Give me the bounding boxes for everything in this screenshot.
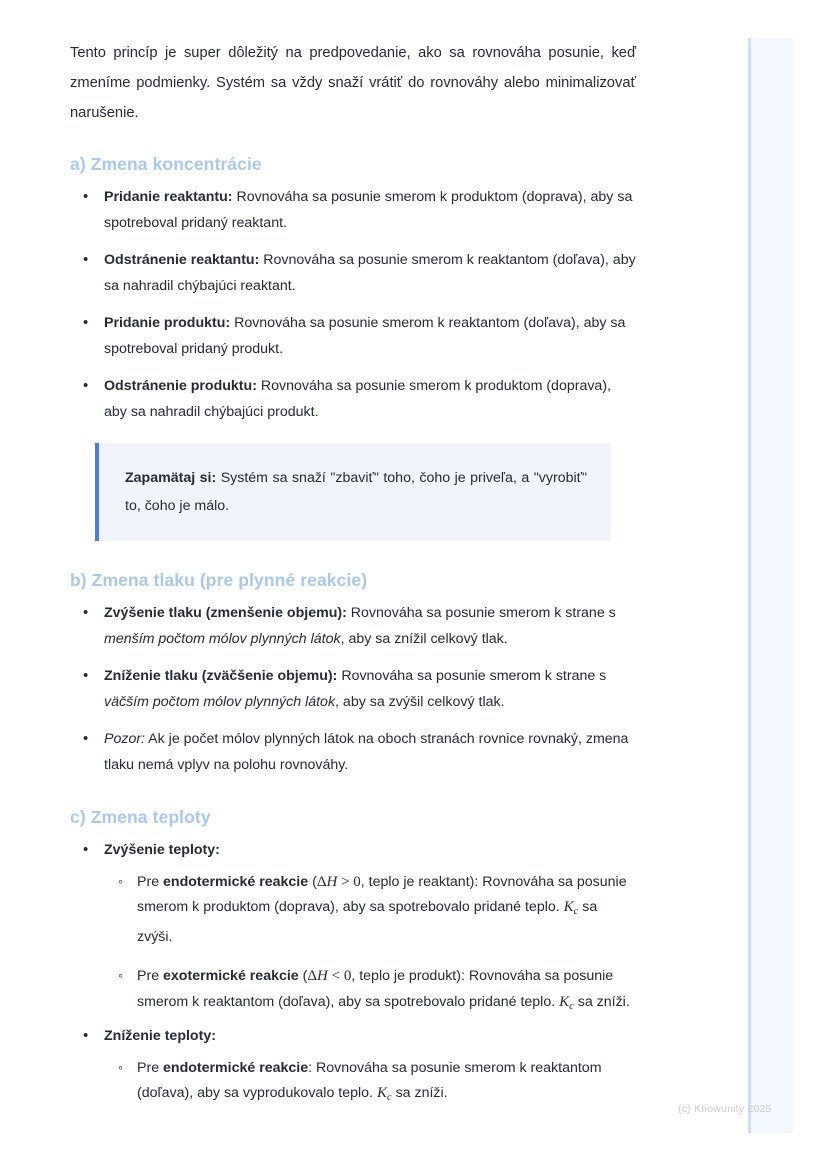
equilibrium-constant-symbol: K <box>563 899 574 915</box>
bullet-text: Rovnováha sa posunie smerom k strane s <box>337 668 607 684</box>
bullet-lead: Odstránenie produktu: <box>104 378 257 394</box>
bullet-lead: Zvýšenie tlaku (zmenšenie objemu): <box>104 605 347 621</box>
list-item <box>91 374 636 425</box>
bullet-text: Rovnováha sa posunie smerom k produktom (doprava), aby sa nahradil chýbajúci produkt. <box>104 378 611 420</box>
bullet-text: Rovnováha sa posunie smerom k reaktantom (doľava), aby sa spotreboval pridaný produkt. <box>104 315 626 357</box>
sub-list <box>104 1056 636 1111</box>
list-item <box>91 664 636 715</box>
bullet-lead: Pridanie produktu: <box>104 315 231 331</box>
relation-value: 0 <box>343 968 352 984</box>
section-heading-a: a) Zmena koncentrácie <box>70 154 262 174</box>
sub-item-tail: sa zvýši. <box>137 899 598 945</box>
relation-symbol: > <box>337 873 354 890</box>
enthalpy-variable: H <box>317 968 328 984</box>
page-side-strip-edge <box>748 38 751 1133</box>
list-item <box>91 248 636 299</box>
bullet-lead: Zníženie tlaku (zväčšenie objemu): <box>104 668 338 684</box>
sub-item-bold: endotermické reakcie <box>163 873 309 890</box>
bullet-lead: Zníženie teploty: <box>104 1028 216 1044</box>
list-item <box>91 838 636 1019</box>
bullet-lead: Pridanie reaktantu: <box>104 189 233 205</box>
sub-list-item <box>122 1056 636 1111</box>
callout-paragraph <box>125 464 587 520</box>
sub-item-prefix: Pre <box>137 1059 164 1076</box>
relation-value: 0 <box>353 873 361 890</box>
bullet-emphasis: menším počtom mólov plynných látok <box>104 630 341 647</box>
equilibrium-constant-symbol: K <box>559 993 570 1010</box>
sub-item-text: , teplo je reaktant): Rovnováha sa posunie smerom k produktom (doprava), aby sa spotrebovalo pridané teplo. <box>137 873 627 915</box>
sub-item-paren: ( <box>308 873 317 890</box>
delta-symbol: Δ <box>316 873 327 890</box>
bullet-text: Rovnováha sa posunie smerom k produktom (doprava), aby sa spotreboval pridaný reaktant. <box>104 189 633 231</box>
list-item <box>91 601 636 652</box>
bullet-text: Rovnováha sa posunie smerom k strane s <box>346 605 616 621</box>
section-heading-c: c) Zmena teploty <box>70 807 211 827</box>
document-content <box>70 38 636 1116</box>
sub-item-bold: exotermické reakcie <box>163 968 299 984</box>
sub-item-paren: ( <box>298 968 308 984</box>
delta-symbol: Δ <box>307 968 318 984</box>
bullet-lead: Zvýšenie teploty: <box>104 842 220 858</box>
sub-item-text: , teplo je produkt): Rovnováha sa posunie smerom k reaktantom (doľava), aby sa spotrebovalo pridané teplo. <box>137 968 614 1010</box>
bullet-text-tail: , aby sa zvýšil celkový tlak. <box>335 693 505 710</box>
list-item <box>91 311 636 362</box>
equilibrium-constant-symbol: K <box>376 1085 387 1101</box>
sub-item-prefix: Pre <box>137 968 164 984</box>
list-item <box>91 185 636 236</box>
bullet-emphasis: väčším počtom mólov plynných látok <box>104 693 336 710</box>
enthalpy-variable: H <box>326 873 338 890</box>
equilibrium-constant-subscript: c <box>573 906 579 917</box>
equilibrium-constant-subscript: c <box>569 1000 574 1012</box>
sub-list-item <box>122 964 636 1019</box>
copyright-watermark: (c) Knowunity 2025 <box>678 1103 772 1115</box>
sub-list-item <box>122 870 636 951</box>
callout-lead: Zapamätaj si: <box>125 470 217 486</box>
section-heading-b: b) Zmena tlaku (pre plynné reakcie) <box>70 570 368 590</box>
page-side-strip <box>748 38 793 1133</box>
relation-symbol: < <box>327 968 344 984</box>
callout-text: Systém sa snaží "zbaviť" toho, čoho je priveľa, a "vyrobiť" to, čoho je málo. <box>125 470 587 514</box>
sub-item-prefix: Pre <box>137 873 164 890</box>
list-item-note <box>91 727 636 778</box>
list-item <box>91 1024 636 1111</box>
temperature-bullet-list <box>70 838 636 1111</box>
note-text: Ak je počet mólov plynných látok na oboch stranách rovnice rovnaký, zmena tlaku nemá vplyv na polohu rovnováhy. <box>104 731 629 773</box>
equilibrium-constant-subscript: c <box>386 1092 392 1103</box>
remember-callout <box>95 443 611 541</box>
intro-paragraph: Tento princíp je super dôležitý na predpovedanie, ako sa rovnováha posunie, keď zmeníme podmienky. Systém sa vždy snaží vrátiť do rovnováhy alebo minimalizovať narušenie. <box>70 45 636 121</box>
sub-list <box>104 870 636 1020</box>
note-lead: Pozor: <box>104 731 146 747</box>
bullet-text: Rovnováha sa posunie smerom k reaktantom (doľava), aby sa nahradil chýbajúci reaktant. <box>104 252 636 294</box>
pressure-bullet-list <box>70 601 636 778</box>
concentration-bullet-list <box>70 185 636 425</box>
sub-item-bold: endotermické reakcie <box>163 1059 309 1076</box>
bullet-text-tail: , aby sa znížil celkový tlak. <box>340 630 508 647</box>
sub-item-tail: sa zníži. <box>391 1085 448 1101</box>
bullet-lead: Odstránenie reaktantu: <box>104 252 260 268</box>
sub-item-text: : Rovnováha sa posunie smerom k reaktantom (doľava), aby sa vyprodukovalo teplo. <box>137 1059 602 1101</box>
sub-item-tail: sa zníži. <box>573 993 630 1010</box>
